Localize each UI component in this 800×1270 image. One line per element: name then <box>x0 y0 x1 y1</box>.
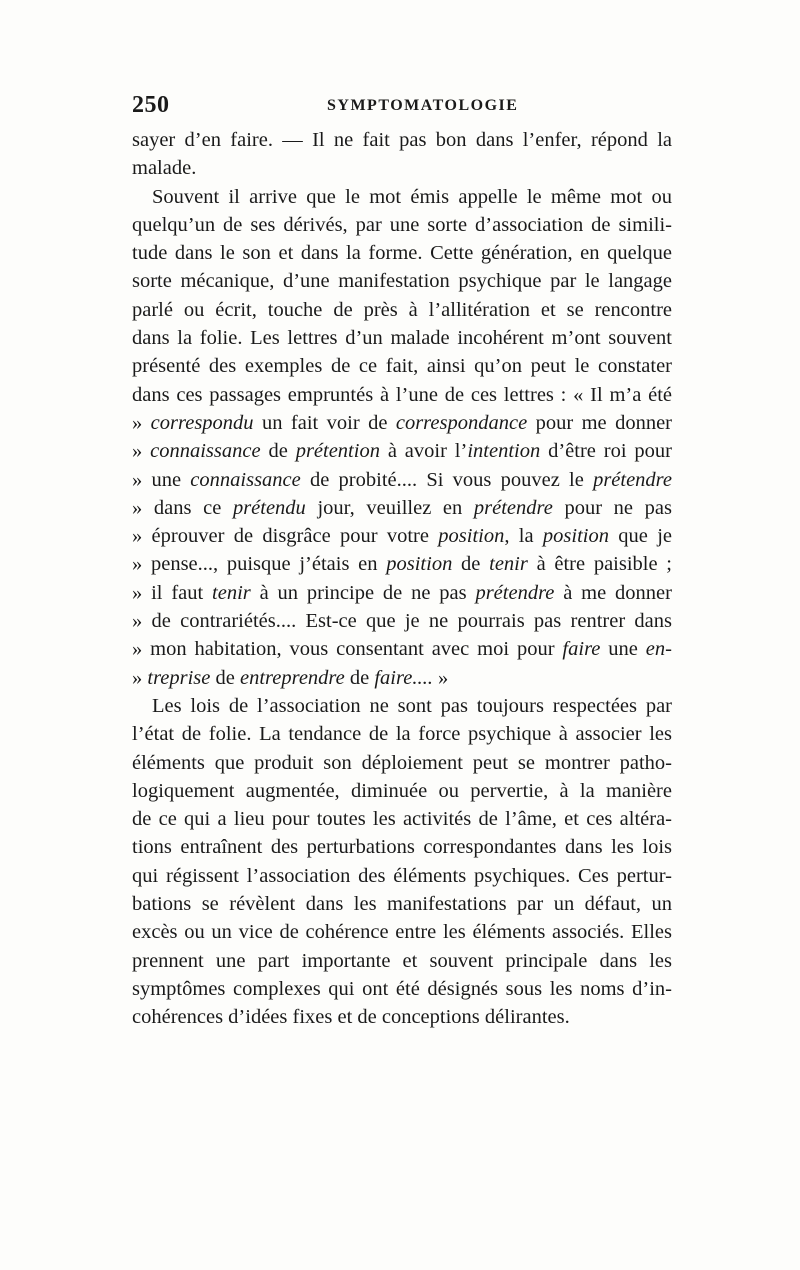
page-number: 250 <box>132 92 170 118</box>
text-segment: un fait voir de <box>253 411 396 434</box>
text-segment: » <box>432 666 449 689</box>
text-segment: » <box>132 666 148 689</box>
text-segment: l’état de folie. La tendance de la force psychique à associer les <box>132 723 672 746</box>
text-segment: jour, veuillez en <box>305 496 474 519</box>
text-segment: de <box>260 440 296 463</box>
text-segment: d’être roi pour <box>540 440 672 463</box>
text-segment: Souvent il arrive que le mot émis appelle le même mot ou <box>152 185 672 208</box>
italic-word: position <box>542 525 609 548</box>
text-segment: quelqu’un de ses dérivés, par une sorte d’association de simili- <box>132 213 672 236</box>
text-segment: » <box>132 440 151 463</box>
text-segment: à avoir l’ <box>379 440 468 463</box>
italic-word: tenir <box>489 553 528 576</box>
running-head: SYMPTOMATOLOGIE <box>327 97 519 114</box>
text-segment: à un principe de ne pas <box>250 581 476 604</box>
text-segment: tude dans le son et dans la forme. Cette génération, en quelque <box>132 242 672 265</box>
text-line <box>132 890 672 918</box>
text-line <box>132 692 672 720</box>
text-segment: parlé ou écrit, touche de près à l’allitération et se rencontre <box>132 298 672 321</box>
text-segment: cohérences d’idées fixes et de conceptions délirantes. <box>132 1006 570 1029</box>
text-segment: tions entraînent des perturbations correspondantes dans les lois <box>132 836 672 859</box>
italic-word: faire <box>562 638 601 661</box>
text-line <box>132 381 672 409</box>
body-text <box>132 126 672 1032</box>
text-line <box>132 833 672 861</box>
text-line <box>132 211 672 239</box>
text-line <box>132 862 672 890</box>
text-line <box>132 437 672 465</box>
text-line <box>132 154 672 182</box>
italic-word: prétendre <box>473 496 553 519</box>
text-segment: dans ces passages empruntés à l’une de ces lettres : « Il m’a été <box>132 383 672 406</box>
italic-word: prétendre <box>593 468 672 491</box>
text-segment: présenté des exemples de ce fait, ainsi qu’on peut le constater <box>132 355 672 378</box>
text-segment: sorte mécanique, d’une manifestation psychique par le langage <box>132 270 672 293</box>
text-segment: » de contrariétés.... Est-ce que je ne pourrais pas rentrer dans <box>132 610 672 633</box>
text-segment: pour me donner <box>527 411 672 434</box>
text-segment: symptômes complexes qui ont été désignés sous les noms d’in- <box>132 977 672 1000</box>
text-segment: » pense..., puisque j’étais en <box>132 553 387 576</box>
italic-word: position <box>386 553 453 576</box>
text-segment: excès ou un vice de cohérence entre les éléments associés. Elles <box>132 921 672 944</box>
text-segment: » dans ce <box>132 496 233 519</box>
italic-word: intention <box>467 440 541 463</box>
text-line <box>132 635 672 663</box>
text-segment: logiquement augmentée, diminuée ou pervertie, à la manière <box>132 779 672 802</box>
text-line <box>132 522 672 550</box>
text-segment: de probité.... Si vous pouvez le <box>300 468 594 491</box>
italic-word: tenir <box>212 581 251 604</box>
text-line <box>132 324 672 352</box>
text-line <box>132 749 672 777</box>
text-segment: prennent une part importante et souvent principale dans les <box>132 949 672 972</box>
italic-word: connaissance <box>190 468 301 491</box>
italic-word: prétendre <box>475 581 555 604</box>
text-segment: » <box>132 411 151 434</box>
page-header <box>132 92 672 124</box>
text-line <box>132 126 672 154</box>
italic-word: prétendu <box>232 496 306 519</box>
text-line <box>132 183 672 211</box>
italic-word: position <box>438 525 505 548</box>
text-line <box>132 720 672 748</box>
italic-word: connaissance <box>150 440 261 463</box>
text-segment: de <box>344 666 375 689</box>
text-line <box>132 352 672 380</box>
text-line <box>132 494 672 522</box>
text-line <box>132 466 672 494</box>
text-segment: de <box>452 553 490 576</box>
text-segment: dans la folie. Les lettres d’un malade incohérent m’ont souvent <box>132 327 672 350</box>
italic-word: en- <box>645 638 672 661</box>
text-segment: » éprouver de disgrâce pour votre <box>132 525 439 548</box>
italic-word: entreprendre <box>240 666 345 689</box>
text-segment: , la <box>504 525 543 548</box>
text-line <box>132 947 672 975</box>
text-segment: de ce qui a lieu pour toutes les activités de l’âme, et ces altéra- <box>132 808 672 831</box>
italic-word: treprise <box>147 666 211 689</box>
text-segment: sayer d’en faire. — Il ne fait pas bon dans l’enfer, répond la <box>132 129 672 151</box>
text-segment: Les lois de l’association ne sont pas toujours respectées par <box>152 694 672 717</box>
text-segment: éléments que produit son déploiement peut se montrer patho- <box>132 751 672 774</box>
text-line <box>132 409 672 437</box>
text-line <box>132 975 672 1003</box>
text-segment: qui régissent l’association des éléments psychiques. Ces pertur- <box>132 864 672 887</box>
text-segment: une <box>600 638 646 661</box>
text-segment: » mon habitation, vous consentant avec moi pour <box>132 638 563 661</box>
text-line <box>132 239 672 267</box>
text-line <box>132 607 672 635</box>
text-segment: pour ne pas <box>552 496 672 519</box>
italic-word: correspondu <box>150 411 254 434</box>
text-segment: de <box>210 666 240 689</box>
text-line <box>132 664 672 692</box>
text-line <box>132 579 672 607</box>
text-line <box>132 267 672 295</box>
italic-word: prétention <box>295 440 380 463</box>
text-line <box>132 805 672 833</box>
text-segment: » il faut <box>132 581 213 604</box>
text-line <box>132 918 672 946</box>
italic-word: correspondance <box>395 411 528 434</box>
text-line <box>132 550 672 578</box>
text-segment: bations se révèlent dans les manifestations par un défaut, un <box>132 893 672 916</box>
text-segment: à me donner <box>554 581 672 604</box>
italic-word: faire.... <box>374 666 433 689</box>
text-segment: malade. <box>132 157 197 180</box>
text-segment: à être paisible ; <box>527 553 673 576</box>
text-line <box>132 1003 672 1031</box>
text-line <box>132 777 672 805</box>
text-segment: » une <box>132 468 191 491</box>
text-segment: que je <box>609 525 673 548</box>
text-line <box>132 296 672 324</box>
